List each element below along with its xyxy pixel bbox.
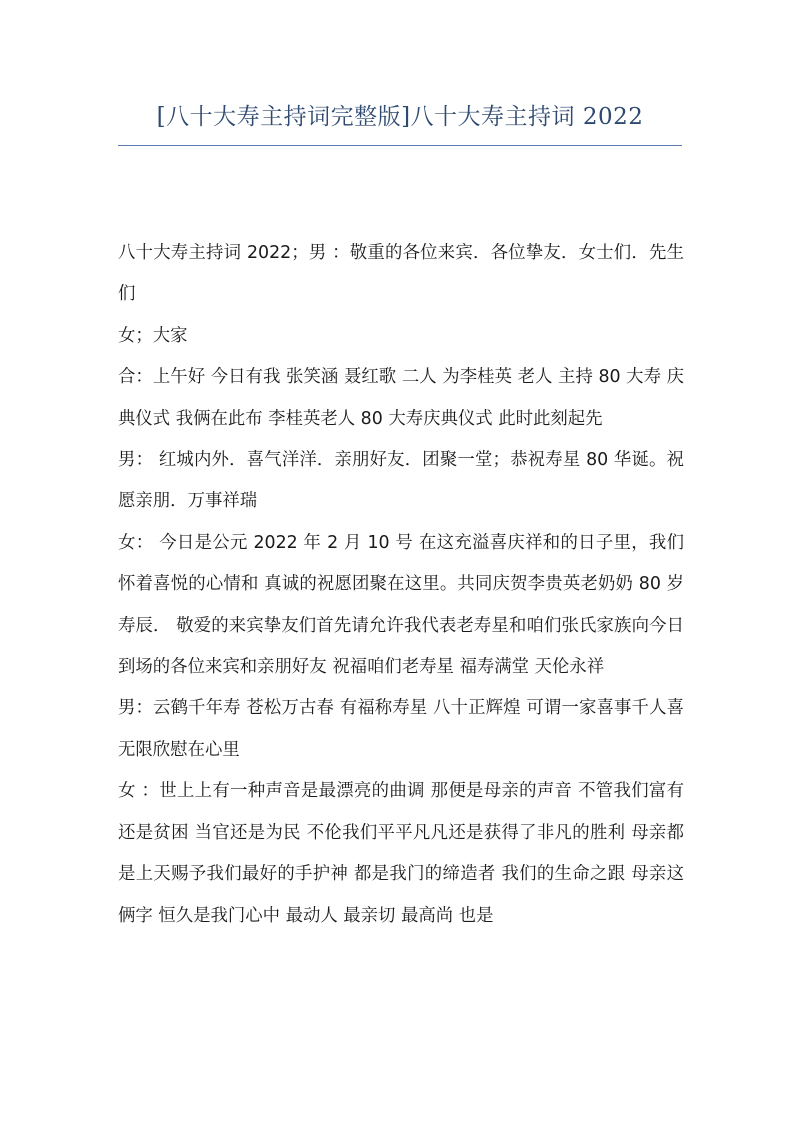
paragraph-female-2: 女 ：世上上有一种声音是最漂亮的曲调 那便是母亲的声音 不管我们富有还是贫困 当官还是为民 不伦我们平平凡凡还是获得了非凡的胜利 母亲都是上天赐予我们最好的手护神 都是我门的缔造者 我们的生命之跟 母亲这俩字 恒久是我门心中 最动人 最亲切 最高尚 也是 [118,781,684,926]
paragraph-opening: 八十大寿主持词 2022；男 ：敬重的各位来宾．各位挚友．女士们．先生们 [118,243,684,305]
document-title: [八十大寿主持词完整版]八十大寿主持词 2022 [156,104,644,130]
paragraph-female-1: 女： 今日是公元 2022 年 2 月 10 号 在这充溢喜庆祥和的日子里，我们怀着喜悦的心情和 真诚的祝愿团聚在这里。共同庆贺李贵英老奶奶 80 岁寿辰． 敬爱的来宾挚友们首先请允许我代表老寿星和咱们张氏家族向今日到场的各位来宾和亲朋好友 祝福咱们老寿星 福寿满堂 天伦永祥 [118,532,684,678]
paragraph-male-1: 男： 红城内外．喜气洋洋．亲朋好友．团聚一堂；恭祝寿星 80 华诞。祝愿亲朋．万事祥瑞 [118,450,684,512]
paragraph-male-2: 男：云鹤千年寿 苍松万古春 有福称寿星 八十正辉煌 可谓一家喜事千人喜 无限欣慰在心里 [118,698,684,760]
document-body [118,233,684,937]
paragraph-together: 合：上午好 今日有我 张笑涵 聂红歌 二人 为李桂英 老人 主持 80 大寿 庆典仪式 我俩在此布 李桂英老人 80 大寿庆典仪式 此时此刻起先 [118,367,684,429]
title-underline [118,145,682,146]
paragraph-female-greeting: 女；大家 [118,325,188,346]
